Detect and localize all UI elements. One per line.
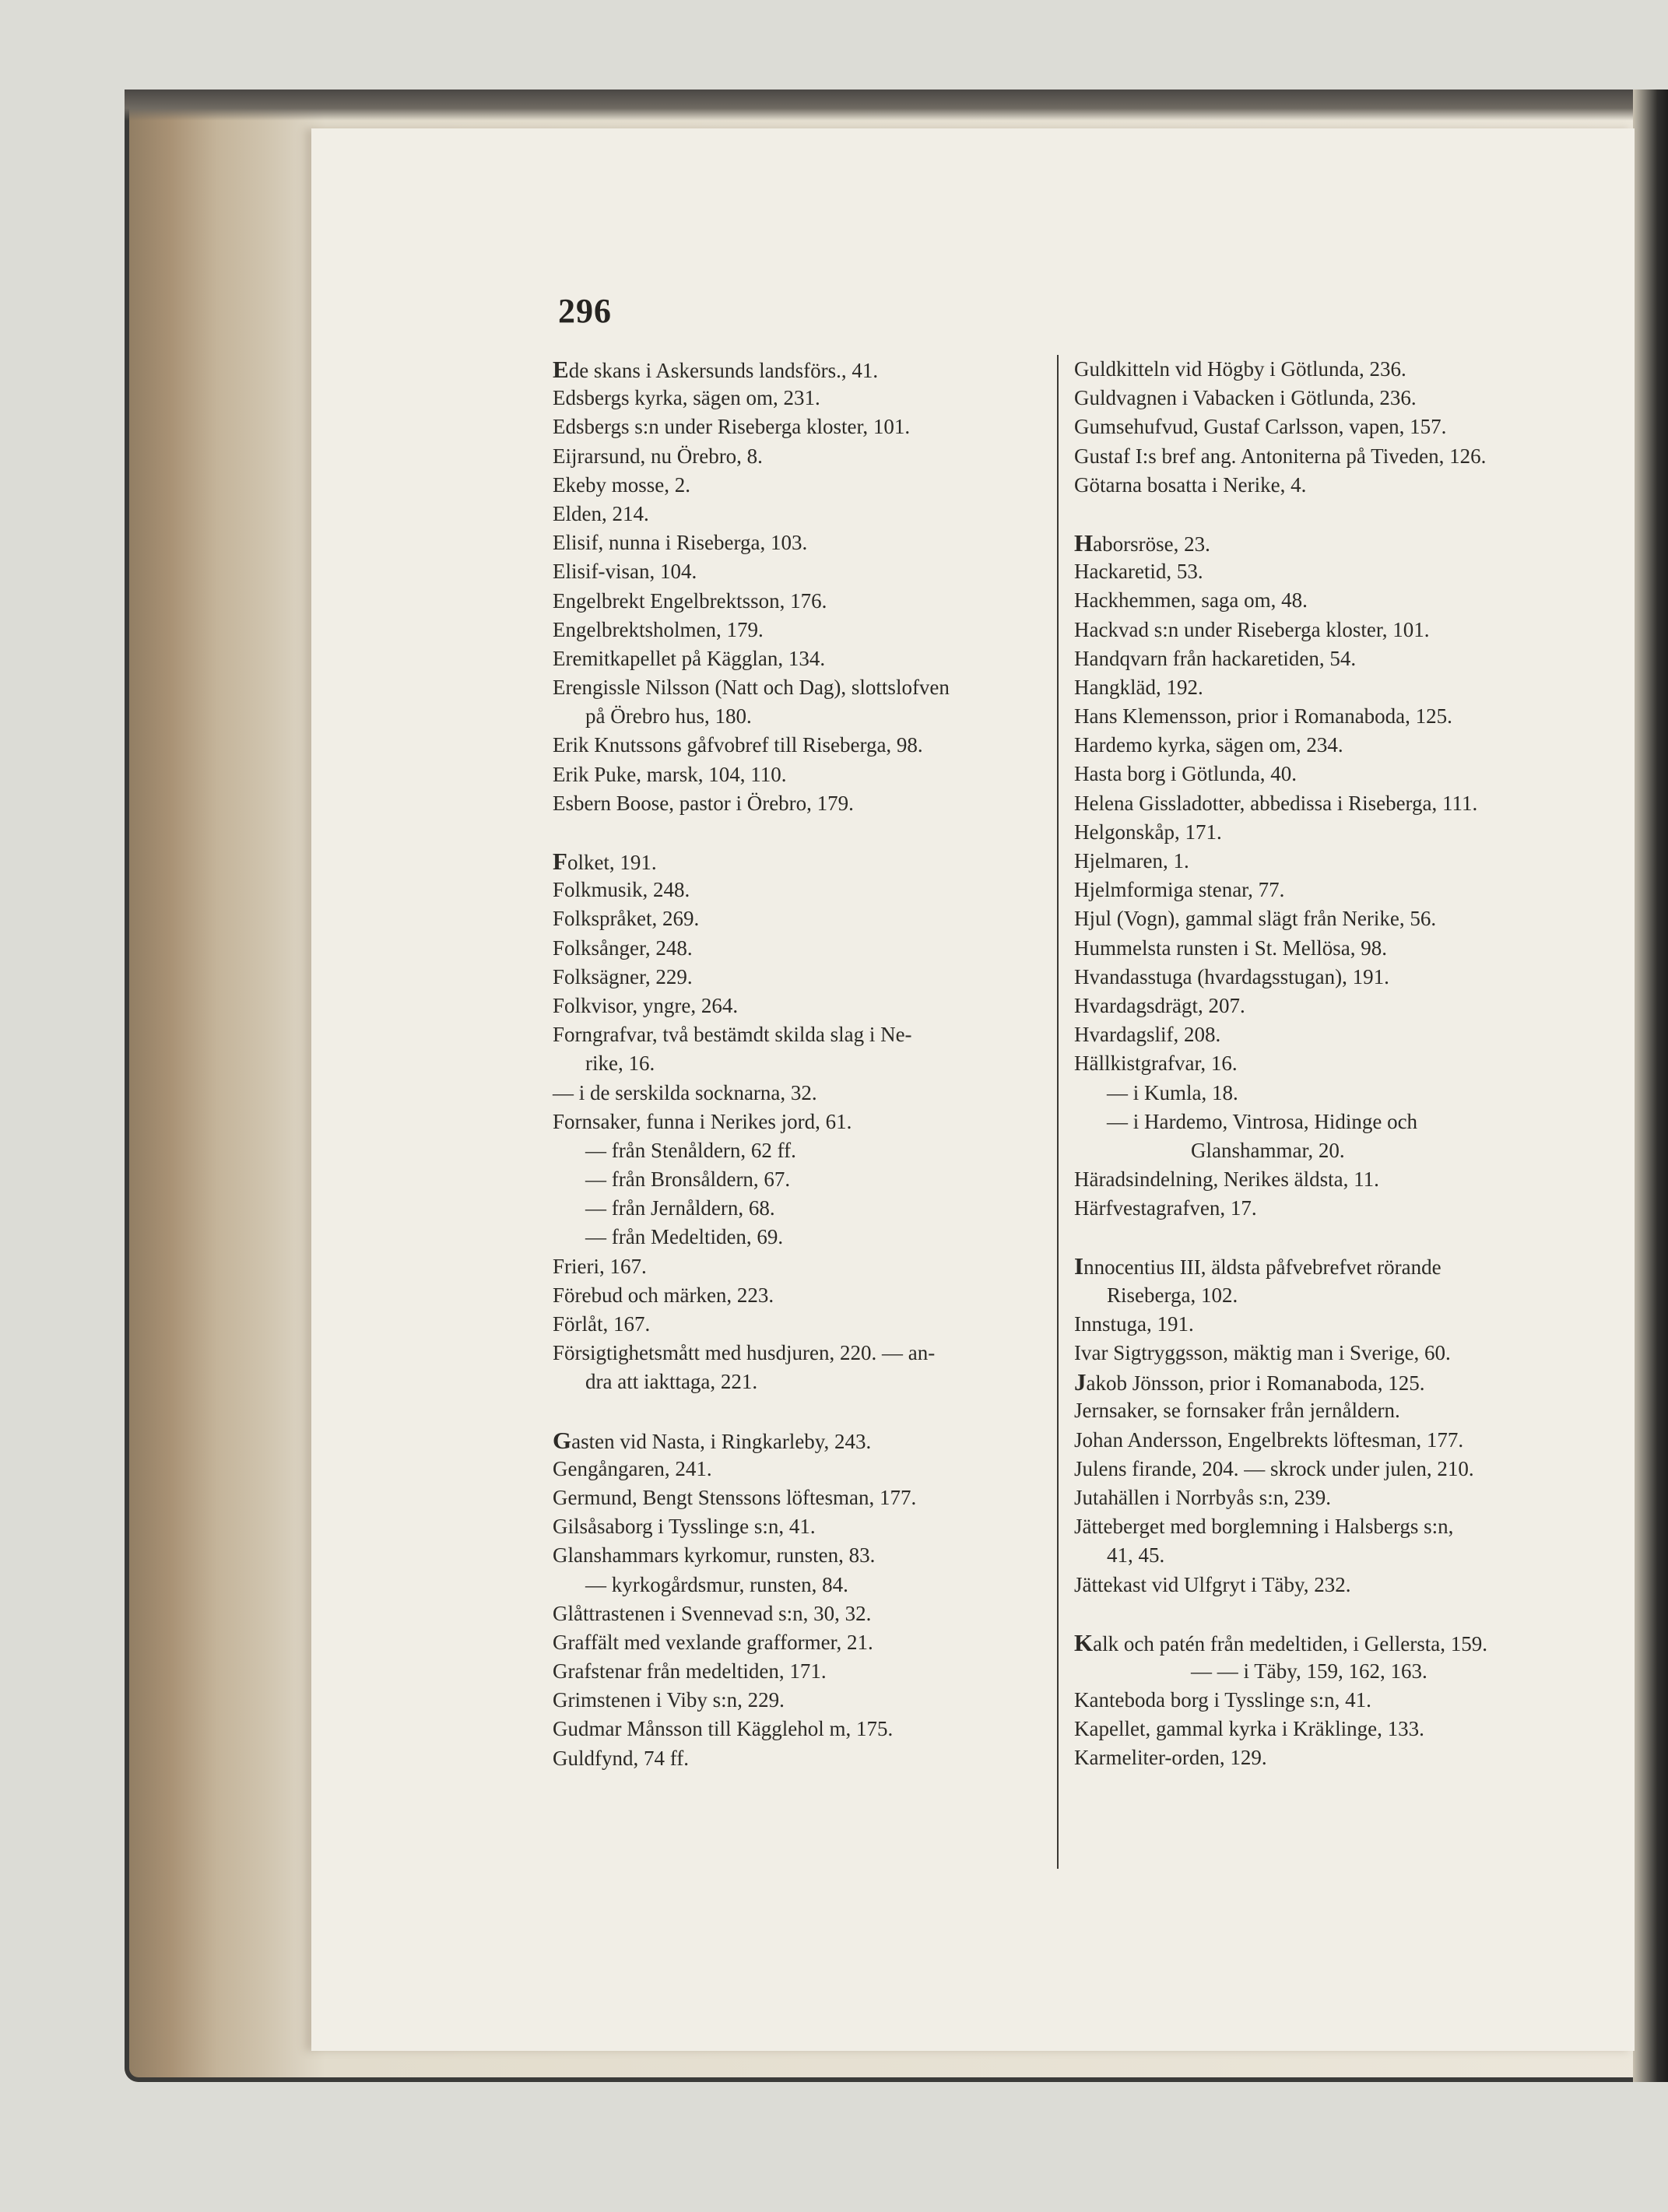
index-entry: Edsbergs s:n under Riseberga kloster, 101. bbox=[553, 415, 911, 439]
index-entry: Forngrafvar, två bestämdt skilda slag i Ne- bbox=[553, 1023, 912, 1047]
index-entry: — — i Täby, 159, 162, 163. bbox=[1191, 1659, 1427, 1683]
index-entry: Erengissle Nilsson (Natt och Dag), slottslofven bbox=[553, 676, 950, 700]
index-entry-text: alk och patén från medeltiden, i Gellersta, 159. bbox=[1093, 1631, 1487, 1655]
index-entry bbox=[553, 1426, 1043, 1455]
index-entry: Esbern Boose, pastor i Örebro, 179. bbox=[553, 791, 854, 815]
index-entry: Glåttrastenen i Svennevad s:n, 30, 32. bbox=[553, 1601, 872, 1625]
index-entry: — från Bronsåldern, 67. bbox=[585, 1167, 791, 1192]
index-entry: Engelbrektsholmen, 179. bbox=[553, 617, 764, 641]
index-entry: 41, 45. bbox=[1107, 1543, 1165, 1568]
index-entry-text: asten vid Nasta, i Ringkarleby, 243. bbox=[571, 1429, 872, 1453]
index-entry: Jutahällen i Norrbyås s:n, 239. bbox=[1074, 1485, 1331, 1509]
index-entry: — från Stenåldern, 62 ff. bbox=[585, 1138, 796, 1162]
index-entry: Hackvad s:n under Riseberga kloster, 101. bbox=[1074, 617, 1430, 641]
index-entry: Frieri, 167. bbox=[553, 1254, 647, 1278]
index-entry: Edsbergs kyrka, sägen om, 231. bbox=[553, 386, 820, 410]
index-entry: Gengångaren, 241. bbox=[553, 1456, 712, 1480]
index-entry: Hardemo kyrka, sägen om, 234. bbox=[1074, 733, 1343, 757]
index-entry: Götarna bosatta i Nerike, 4. bbox=[1074, 472, 1307, 497]
index-entry: Hackhemmen, saga om, 48. bbox=[1074, 588, 1308, 613]
book-binding-top bbox=[125, 90, 1668, 121]
index-entry: Hasta borg i Götlunda, 40. bbox=[1074, 762, 1297, 786]
index-entry: — från Jernåldern, 68. bbox=[585, 1196, 775, 1220]
index-entry: Fornsaker, funna i Nerikes jord, 61. bbox=[553, 1109, 852, 1133]
index-entry bbox=[1074, 1252, 1557, 1280]
index-entry: Glanshammars kyrkomur, runsten, 83. bbox=[553, 1543, 876, 1568]
index-section-initial: F bbox=[553, 848, 567, 875]
index-entry: Folkmusik, 248. bbox=[553, 878, 690, 902]
index-entry: Folkvisor, yngre, 264. bbox=[553, 993, 739, 1017]
index-entry-text: aborsröse, 23. bbox=[1093, 532, 1210, 556]
index-entry: Elisif, nunna i Riseberga, 103. bbox=[553, 531, 808, 555]
index-entry: Folksånger, 248. bbox=[553, 936, 693, 960]
index-entry bbox=[553, 847, 1043, 876]
index-entry: — i Kumla, 18. bbox=[1107, 1080, 1238, 1104]
index-entry: Elisif-visan, 104. bbox=[553, 560, 697, 584]
index-entry: Jätteberget med borglemning i Halsbergs s:n, bbox=[1074, 1515, 1454, 1539]
index-entry: Folkspråket, 269. bbox=[553, 907, 700, 931]
index-entry: Hjul (Vogn), gammal slägt från Nerike, 56. bbox=[1074, 907, 1437, 931]
index-entry: Hjelmaren, 1. bbox=[1074, 849, 1189, 873]
index-entry: Erik Knutssons gåfvobref till Riseberga, 98. bbox=[553, 733, 923, 757]
index-entry-text: nnocentius III, äldsta påfvebrefvet rörande bbox=[1083, 1255, 1442, 1280]
index-entry: Förebud och märken, 223. bbox=[553, 1283, 774, 1307]
index-entry: — från Medeltiden, 69. bbox=[585, 1225, 784, 1249]
index-entry: Hjelmformiga stenar, 77. bbox=[1074, 878, 1285, 902]
index-entry: Gumsehufvud, Gustaf Carlsson, vapen, 157. bbox=[1074, 415, 1447, 439]
index-entry: Eremitkapellet på Kägglan, 134. bbox=[553, 646, 826, 670]
index-entry: Helena Gissladotter, abbedissa i Riseberga, 111. bbox=[1074, 791, 1478, 815]
index-entry: Elden, 214. bbox=[553, 501, 649, 525]
index-entry: — i de serskilda socknarna, 32. bbox=[553, 1080, 817, 1104]
index-entry: rike, 16. bbox=[585, 1052, 655, 1076]
index-entry: Hummelsta runsten i St. Mellösa, 98. bbox=[1074, 936, 1387, 960]
index-entry: Jättekast vid Ulfgryt i Täby, 232. bbox=[1074, 1572, 1351, 1596]
index-section-initial: H bbox=[1074, 528, 1094, 557]
index-entry: Graffält med vexlande grafformer, 21. bbox=[553, 1630, 873, 1654]
index-entry: Kapellet, gammal kyrka i Kräklinge, 133. bbox=[1074, 1717, 1424, 1741]
index-entry: Gilsåsaborg i Tysslinge s:n, 41. bbox=[553, 1515, 816, 1539]
index-entry bbox=[1074, 528, 1557, 557]
index-entry: Eijrarsund, nu Örebro, 8. bbox=[553, 444, 763, 468]
index-entry: Germund, Bengt Stenssons löftesman, 177. bbox=[553, 1485, 917, 1509]
index-entry-text: akob Jönsson, prior i Romanaboda, 125. bbox=[1086, 1371, 1425, 1396]
index-entry: — kyrkogårdsmur, runsten, 84. bbox=[585, 1572, 848, 1596]
index-entry: Grimstenen i Viby s:n, 229. bbox=[553, 1688, 785, 1712]
index-entry: Hvardagslif, 208. bbox=[1074, 1023, 1221, 1047]
index-entry-text: de skans i Askersunds landsförs., 41. bbox=[568, 359, 879, 382]
index-column-left bbox=[553, 355, 1043, 1773]
index-entry: Karmeliter-orden, 129. bbox=[1074, 1746, 1267, 1770]
index-entry: Guldvagnen i Vabacken i Götlunda, 236. bbox=[1074, 386, 1417, 410]
index-entry bbox=[553, 355, 1043, 384]
index-section-initial: E bbox=[553, 356, 569, 383]
index-entry: Glanshammar, 20. bbox=[1191, 1138, 1345, 1162]
index-entry: Hällkistgrafvar, 16. bbox=[1074, 1052, 1238, 1076]
index-entry: Folksägner, 229. bbox=[553, 964, 693, 988]
index-section-initial: I bbox=[1074, 1252, 1084, 1280]
index-entry: Gudmar Månsson till Kägglehol m, 175. bbox=[553, 1717, 894, 1741]
index-entry: Ekeby mosse, 2. bbox=[553, 472, 690, 497]
index-entry: — i Hardemo, Vintrosa, Hidinge och bbox=[1107, 1109, 1418, 1133]
index-entry: Förlåt, 167. bbox=[553, 1312, 651, 1336]
index-entry: Engelbrekt Engelbrektsson, 176. bbox=[553, 588, 827, 613]
index-entry bbox=[1074, 1368, 1557, 1396]
index-entry: Erik Puke, marsk, 104, 110. bbox=[553, 762, 787, 786]
index-entry: Grafstenar från medeltiden, 171. bbox=[553, 1659, 827, 1684]
page-number: 296 bbox=[558, 292, 612, 330]
index-entry: dra att iakttaga, 221. bbox=[585, 1370, 758, 1394]
index-entry: Jernsaker, se fornsaker från jernåldern. bbox=[1074, 1399, 1400, 1423]
index-entry: Hvardagsdrägt, 207. bbox=[1074, 993, 1245, 1017]
index-entry: på Örebro hus, 180. bbox=[585, 704, 752, 729]
index-entry: Kanteboda borg i Tysslinge s:n, 41. bbox=[1074, 1688, 1371, 1712]
index-entry: Hvandasstuga (hvardagsstugan), 191. bbox=[1074, 964, 1389, 988]
index-entry-text: olket, 191. bbox=[567, 851, 657, 874]
index-entry: Hangkläd, 192. bbox=[1074, 675, 1203, 699]
index-entry: Hans Klemensson, prior i Romanaboda, 125. bbox=[1074, 704, 1452, 729]
index-entry: Riseberga, 102. bbox=[1107, 1283, 1238, 1307]
index-entry bbox=[1074, 1628, 1557, 1657]
index-entry: Handqvarn från hackaretiden, 54. bbox=[1074, 646, 1357, 670]
index-entry: Häradsindelning, Nerikes äldsta, 11. bbox=[1074, 1167, 1379, 1192]
column-divider bbox=[1057, 355, 1059, 1869]
index-column-right bbox=[1074, 355, 1557, 1773]
index-entry: Helgonskåp, 171. bbox=[1074, 820, 1222, 844]
index-section-initial: J bbox=[1074, 1368, 1087, 1396]
index-entry: Innstuga, 191. bbox=[1074, 1311, 1194, 1336]
index-section-initial: G bbox=[553, 1426, 572, 1454]
index-section-initial: K bbox=[1074, 1628, 1094, 1656]
index-entry: Julens firande, 204. — skrock under julen, 210. bbox=[1074, 1456, 1474, 1480]
index-entry: Johan Andersson, Engelbrekts löftesman, 177. bbox=[1074, 1427, 1464, 1452]
index-entry: Guldfynd, 74 ff. bbox=[553, 1746, 689, 1770]
index-entry: Härfvestagrafven, 17. bbox=[1074, 1196, 1257, 1220]
index-entry: Hackaretid, 53. bbox=[1074, 560, 1203, 584]
index-entry: Guldkitteln vid Högby i Götlunda, 236. bbox=[1074, 357, 1406, 381]
index-entry: Ivar Sigtryggsson, mäktig man i Sverige, 60. bbox=[1074, 1341, 1451, 1364]
index-entry: Försigtighetsmått med husdjuren, 220. — an- bbox=[553, 1341, 936, 1365]
index-entry: Gustaf I:s bref ang. Antoniterna på Tiveden, 126. bbox=[1074, 444, 1487, 468]
book-binding-right bbox=[1633, 90, 1668, 2082]
